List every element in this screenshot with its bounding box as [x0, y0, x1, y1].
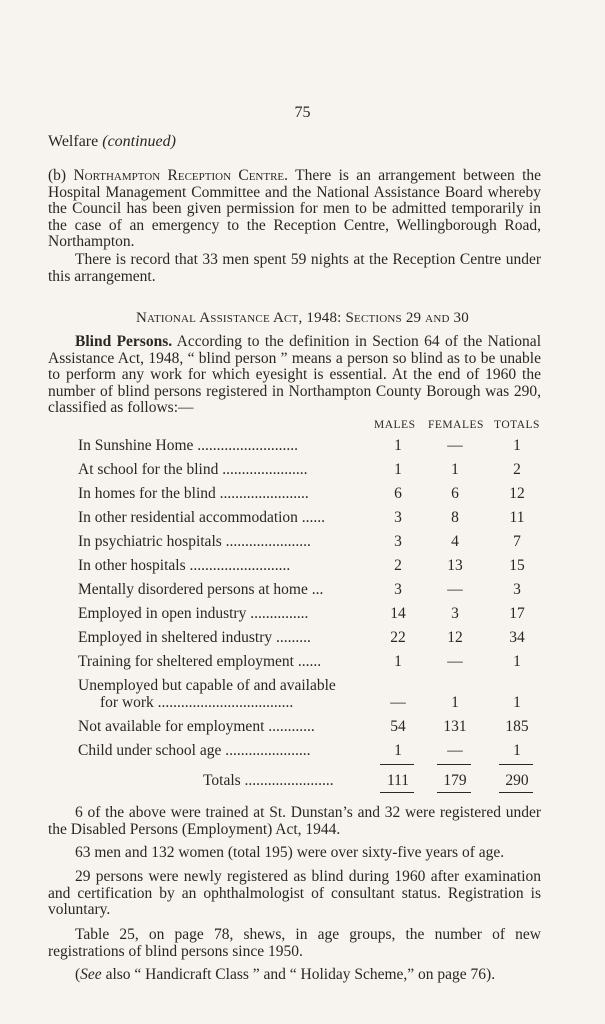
- row-label: Mentally disordered persons at home ...: [78, 581, 324, 598]
- row-totals: 1: [513, 742, 521, 759]
- totals-row: [78, 772, 538, 792]
- row-females: —: [447, 581, 463, 598]
- bottom-rule-females: [437, 792, 471, 793]
- reception-prefix: (b): [48, 167, 74, 184]
- row-males: —: [390, 694, 406, 711]
- row-males: 2: [394, 557, 402, 574]
- total-rule-females: [437, 764, 471, 765]
- blind-paragraph: [48, 334, 541, 417]
- table-row: [78, 605, 538, 625]
- row-label: Not available for employment ............: [78, 718, 315, 735]
- section-heading: [48, 133, 176, 151]
- row-totals: 1: [513, 694, 521, 711]
- row-totals: 12: [509, 485, 525, 502]
- note-paragraph: Table 25, on page 78, shews, in age groups, the number of new registrations of blind persons since 1950.: [48, 926, 541, 960]
- row-males: 54: [390, 718, 406, 735]
- row-females: 6: [451, 485, 459, 502]
- row-label: In homes for the blind .......................: [78, 485, 309, 502]
- table-row: [78, 461, 538, 481]
- row-totals: 15: [509, 557, 525, 574]
- row-label: Employed in sheltered industry .........: [78, 629, 311, 646]
- section-heading-italic: (continued): [102, 133, 176, 150]
- act-heading: National Assistance Act, 1948: Sections 29 and 30: [136, 310, 469, 326]
- row-females: 4: [451, 533, 459, 550]
- row-females: 131: [443, 718, 467, 735]
- totals-males: 111: [386, 772, 410, 789]
- row-totals: 11: [509, 509, 525, 526]
- table-row: [78, 557, 538, 577]
- table-row: [78, 694, 538, 714]
- col-header-females: FEMALES: [428, 419, 484, 431]
- row-females: —: [447, 742, 463, 759]
- row-males: 1: [394, 742, 402, 759]
- row-females: 12: [447, 629, 463, 646]
- blind-text: According to the definition in Section 64 of the National Assistance Act, 1948, “ blind person ” means a person so blind as to be unable to perform any work for which eyesight is essential. At the end of 1960 the number of blind persons registered in Northampton County Borough was 290, classified as follows:—: [48, 333, 541, 417]
- total-rule-males: [380, 764, 414, 765]
- row-label: Unemployed but capable of and available: [78, 677, 336, 694]
- row-males: 3: [394, 581, 402, 598]
- row-totals: 2: [513, 461, 521, 478]
- row-totals: 17: [509, 605, 525, 622]
- row-label: Training for sheltered employment ......: [78, 653, 322, 670]
- row-males: 14: [390, 605, 406, 622]
- note-paragraph: 63 men and 132 women (total 195) were over sixty-five years of age.: [75, 844, 505, 861]
- bottom-rule-males: [380, 792, 414, 793]
- row-males: 1: [394, 653, 402, 670]
- row-females: 8: [451, 509, 459, 526]
- row-males: 3: [394, 533, 402, 550]
- reception-text: There is an arrangement between the Hospital Management Committee and the National Assistance Board whereby the Council has been given permission for men to be admitted temporarily in the case of an emergency to the Reception Centre, Wellingborough Road, Northampton.: [48, 167, 542, 251]
- section-heading-main: Welfare: [48, 133, 103, 150]
- reception-record-paragraph: There is record that 33 men spent 59 nights at the Reception Centre under this arrangement.: [48, 251, 541, 285]
- row-label: In psychiatric hospitals ......................: [78, 533, 311, 550]
- table-row: [78, 718, 538, 738]
- row-label-continued: for work ...................................: [100, 694, 294, 711]
- totals-totals: 290: [505, 772, 529, 789]
- row-label: In other hospitals ..........................: [78, 557, 291, 574]
- row-label: At school for the blind ......................: [78, 461, 308, 478]
- table-row: [78, 509, 538, 529]
- row-label: In Sunshine Home ..........................: [78, 437, 299, 454]
- table-row: [78, 485, 538, 505]
- table-row: [78, 437, 538, 457]
- row-totals: 1: [513, 437, 521, 454]
- page-number: 75: [294, 104, 311, 121]
- row-females: 3: [451, 605, 459, 622]
- row-males: 3: [394, 509, 402, 526]
- reception-title: Northampton Reception Centre.: [73, 167, 289, 184]
- row-totals: 7: [513, 533, 521, 550]
- row-totals: 1: [513, 653, 521, 670]
- note-paragraph: 6 of the above were trained at St. Dunstan’s and 32 were registered under the Disabled Persons (Employment) Act, 1944.: [48, 804, 541, 838]
- row-females: 13: [447, 557, 463, 574]
- col-header-totals: TOTALS: [494, 419, 540, 431]
- row-label: Child under school age ......................: [78, 742, 311, 759]
- row-totals: 185: [505, 718, 529, 735]
- see-also-paragraph: (See also “ Handicraft Class ” and “ Holiday Scheme,” on page 76).: [75, 966, 496, 983]
- blind-title: Blind Persons.: [75, 333, 173, 350]
- table-row: [78, 742, 538, 762]
- row-males: 1: [394, 437, 402, 454]
- total-rule-totals: [499, 764, 533, 765]
- row-males: 1: [394, 461, 402, 478]
- row-males: 22: [390, 629, 406, 646]
- row-label: In other residential accommodation ......: [78, 509, 326, 526]
- col-header-males: MALES: [374, 419, 416, 431]
- row-females: 1: [451, 461, 459, 478]
- note-paragraph: 29 persons were newly registered as blind during 1960 after examination and certification by an ophthalmologist of consultant status. Registration is voluntary.: [48, 868, 541, 919]
- row-females: —: [447, 653, 463, 670]
- totals-females: 179: [443, 772, 467, 789]
- table-row: [78, 629, 538, 649]
- reception-paragraph: [48, 168, 541, 251]
- row-label: Employed in open industry ...............: [78, 605, 309, 622]
- table-row: [78, 533, 538, 553]
- see-italic: See: [80, 966, 102, 983]
- row-females: 1: [451, 694, 459, 711]
- row-females: —: [447, 437, 463, 454]
- table-row: [78, 581, 538, 601]
- row-males: 6: [394, 485, 402, 502]
- row-totals: 3: [513, 581, 521, 598]
- see-also-text: also “ Handicraft Class ” and “ Holiday Scheme,” on page 76).: [101, 966, 496, 983]
- row-totals: 34: [509, 629, 525, 646]
- totals-label: Totals .......................: [203, 772, 334, 789]
- bottom-rule-totals: [499, 792, 533, 793]
- table-row: [78, 653, 538, 673]
